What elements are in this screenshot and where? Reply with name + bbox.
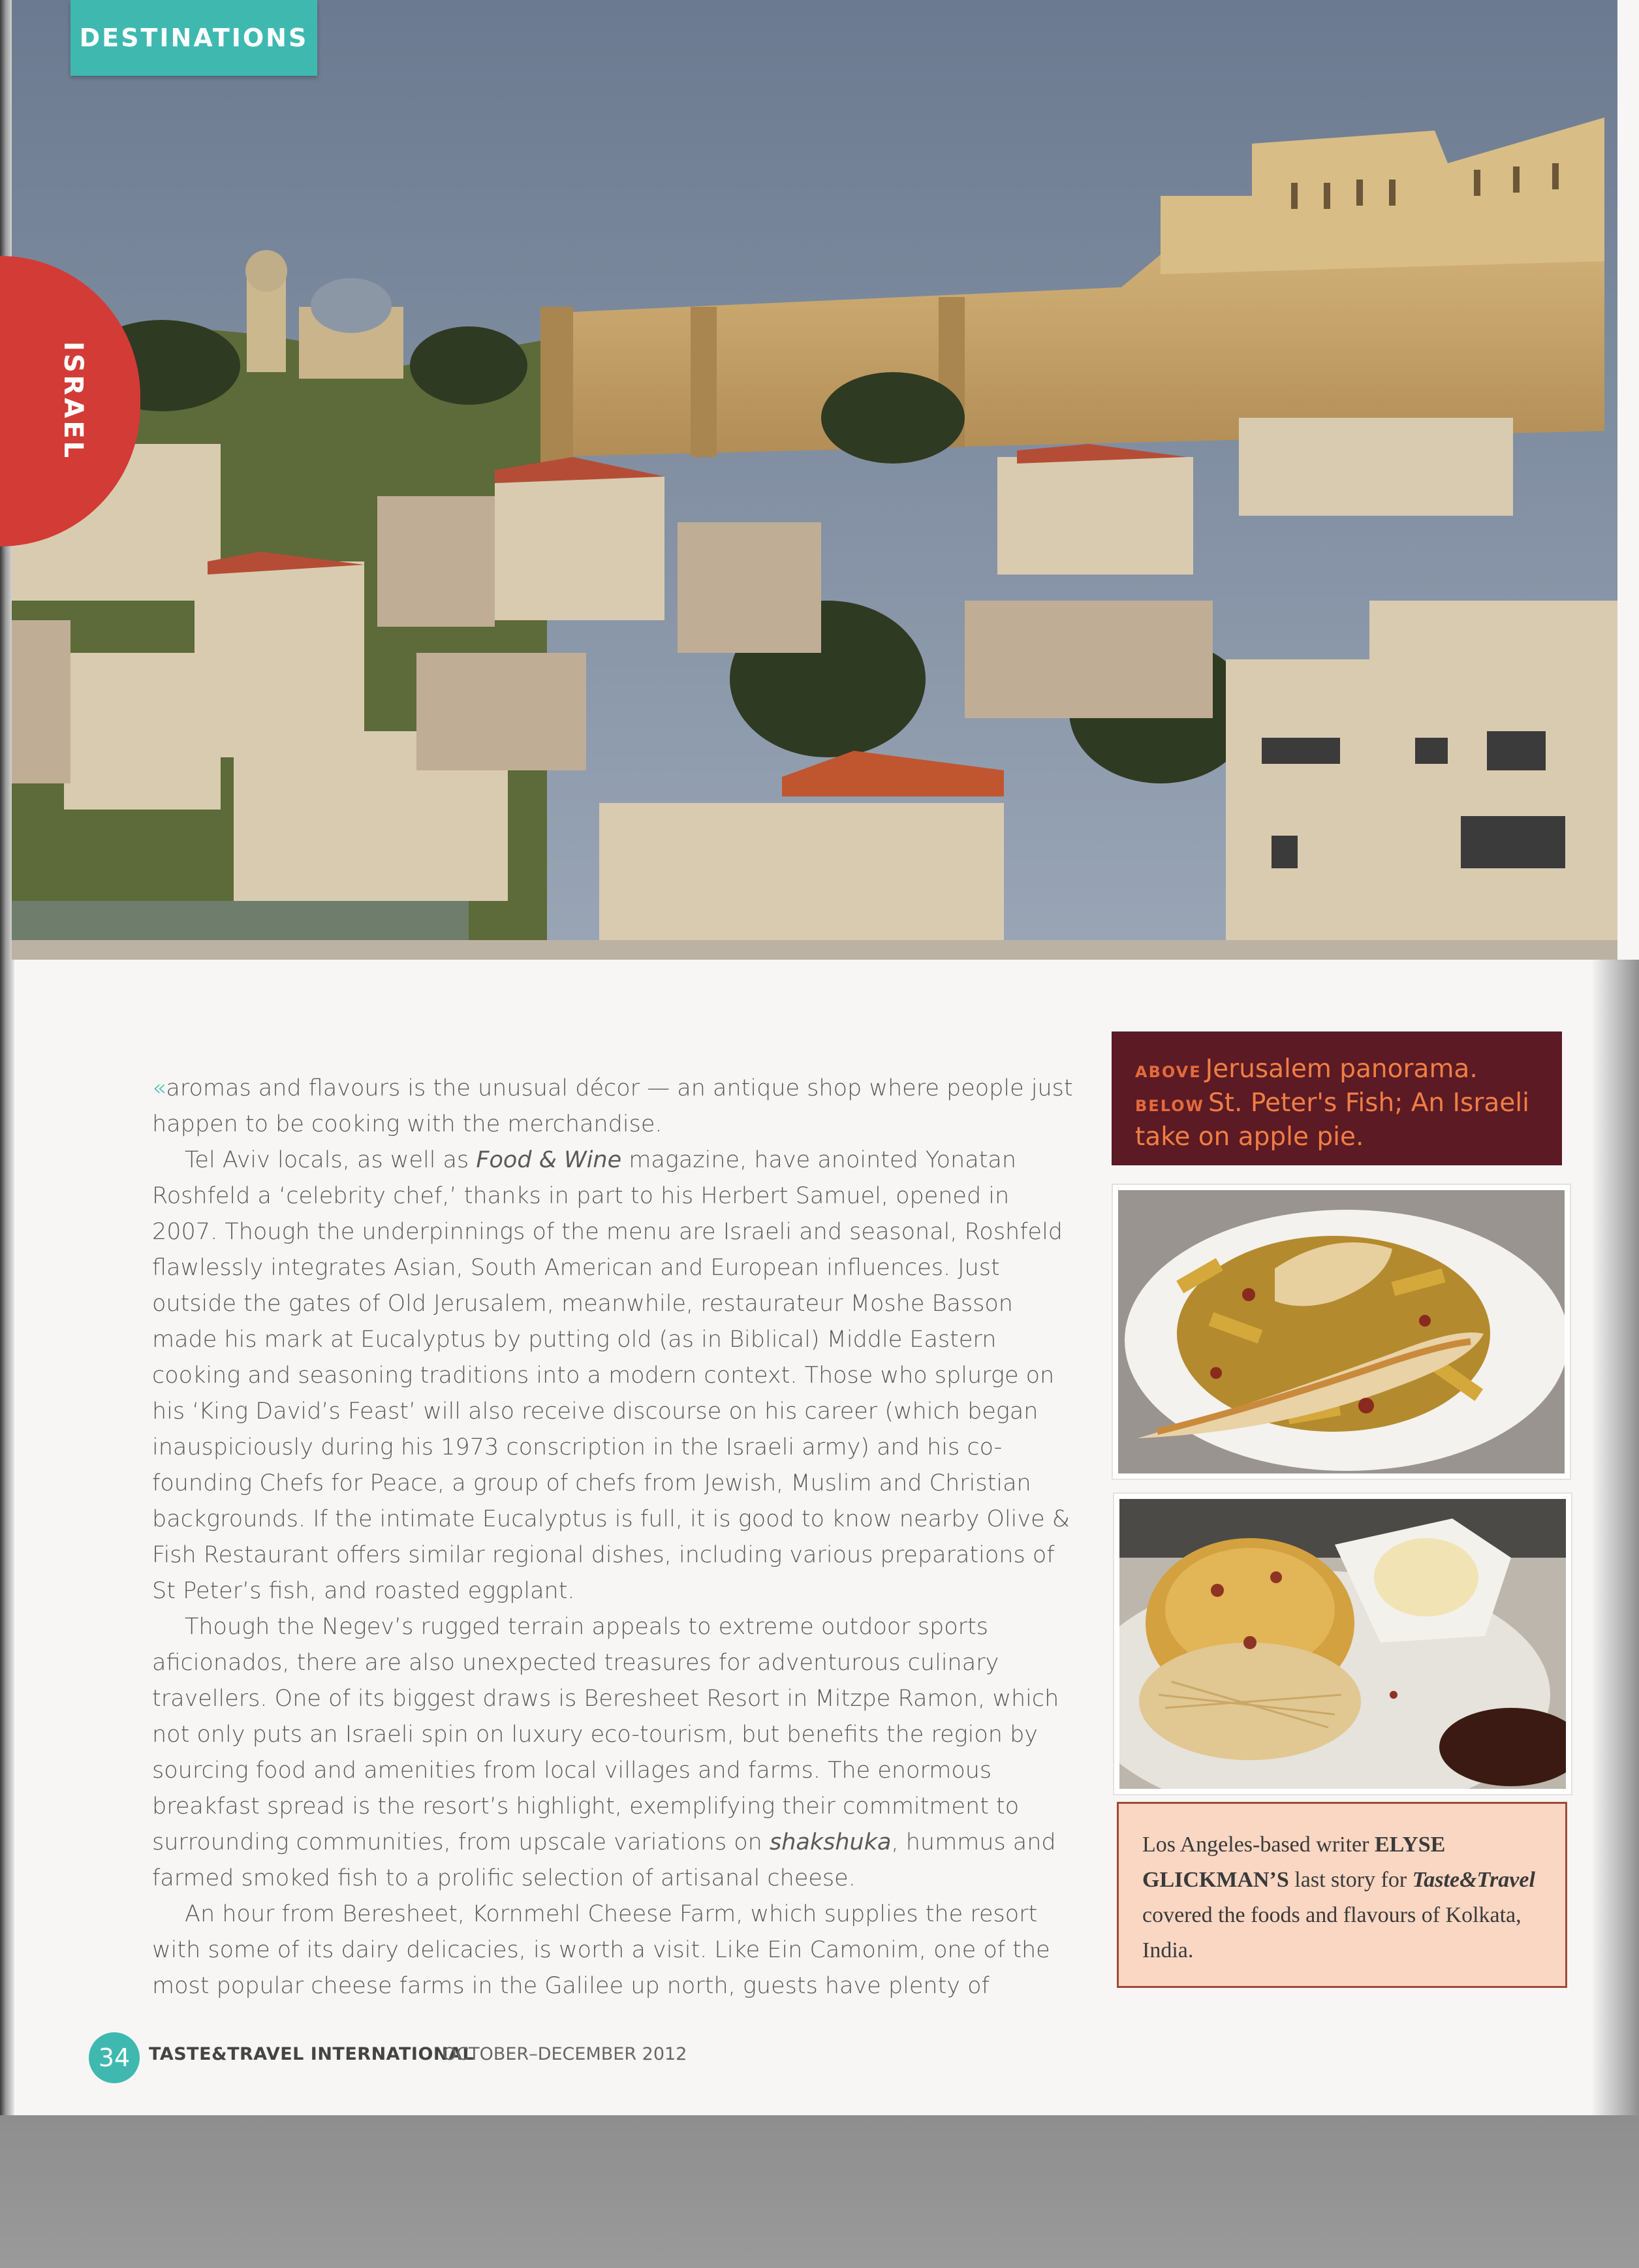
section-tab-destinations: DESTINATIONS [70,0,317,76]
st-peters-fish-photo [1113,1185,1570,1479]
article-paragraph: «aromas and flavours is the unusual décor — an antique shop where people just happen to be cooking with the merchandise. [152,1075,1073,1137]
article-body [152,1071,1079,2004]
article-paragraph: Tel Aviv locals, as well as Food & Wine magazine, have anointed Yonatan Roshfeld a ‘celebrity chef,’ thanks in part to his Herbert Samuel, opened in 2007. Though the underpinnings of the menu are Israeli and seasonal, Roshfeld flawlessly integrates Asian, South American and European influences. Just outside the gates of Old Jerusalem, meanwhile, restaurateur Moshe Basson made his mark at Eucalyptus by putting old (as in Biblical) Middle Eastern cooking and seasoning traditions into a modern context. Those who splurge on his ‘King David’s Feast’ will also receive discourse on his career (which began inauspiciously during his 1973 conscription in the Israeli army) and his co-founding Chefs for Peace, a group of chefs from Jewish, Muslim and Christian backgrounds. If the intimate Eucalyptus is full, it is good to know nearby Olive & Fish Restaurant offers similar regional dishes, including various preparations of St Peter’s fish, and roasted eggplant. [152,1147,1070,1604]
caption-key-below: BELOW [1135,1097,1204,1115]
author-bio: Los Angeles-based writer ELYSE GLICKMAN’S last story for Taste&Travel covered the foods and flavours of Kolkata, India. [1117,1802,1567,1988]
apple-pie-photo [1114,1494,1571,1794]
issue-date: OCTOBER–DECEMBER 2012 [443,2044,687,2064]
photo-caption [1112,1032,1562,1165]
author-name: ELYSE GLICKMAN’S [1142,1833,1446,1892]
scan-bottom-margin [0,2115,1639,2268]
jerusalem-panorama-photo [12,0,1617,960]
page-number: 34 [89,2032,140,2083]
scan-right-shadow [1593,960,1639,2115]
article-paragraph: Though the Negev’s rugged terrain appeals to extreme outdoor sports aficionados, there are also unexpected treasures for adventurous culinary travellers. One of its biggest draws is Beresheet Resort in Mitzpe Ramon, which not only puts an Israeli spin on luxury eco-tourism, but benefits the region by sourcing food and amenities from local villages and farms. The enormous breakfast spread is the resort’s highlight, exemplifying their commitment to surrounding communities, from upscale variations on shakshuka, hummus and farmed smoked fish to a prolific selection of artisanal cheese. [152,1614,1059,1891]
country-tab-label: ISRAEL [58,341,88,461]
article-paragraph: An hour from Beresheet, Kornmehl Cheese Farm, which supplies the resort with some of its dairy delicacies, is worth a visit. Like Ein Camonim, one of the most popular cheese farms in the Galilee up north, guests have plenty of [152,1901,1050,1999]
publication-name: TASTE&TRAVEL INTERNATIONAL [149,2044,475,2064]
magazine-name: Taste&Travel [1412,1868,1535,1892]
caption-below-text: St. Peter's Fish; An Israeli take on apple pie. [1135,1088,1529,1152]
caption-key-above: ABOVE [1135,1063,1202,1081]
continuation-mark: « [152,1075,166,1101]
caption-above-text: Jerusalem panorama. [1205,1054,1478,1084]
